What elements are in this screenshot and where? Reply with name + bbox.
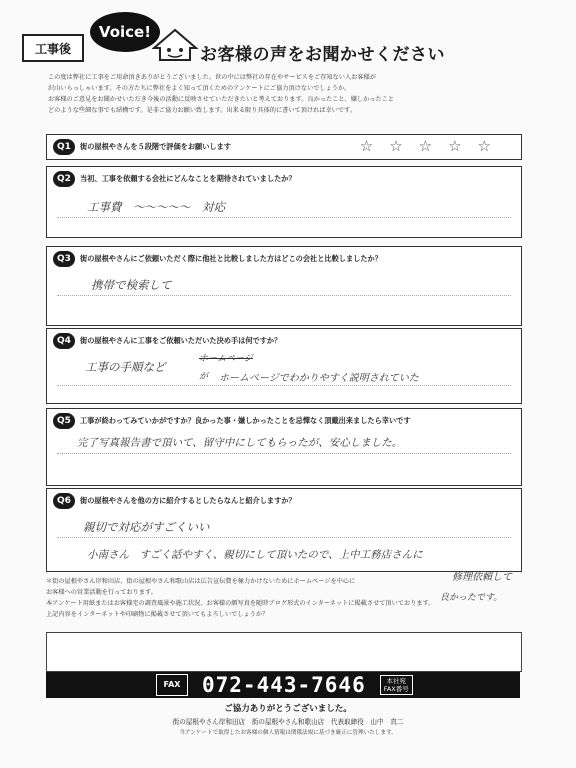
q3-text: 街の屋根やさんにご依頼いただく際に他社と比較しました方はどこの会社と比較しましたか？ — [80, 254, 382, 263]
answer-rule — [57, 453, 511, 454]
q4-answer: 工事の手順など — [85, 360, 166, 374]
q5-text: 工事が終わってみていかがですか？良かった事・嫌しかったことを忌憚なく頂戴出来ましたら幸いです — [80, 416, 411, 425]
q4-badge: Q4 — [53, 333, 75, 349]
privacy-text: 当アンケートで取得したお客様の個人情報は関係法規に基づき厳正に管理いたします。 — [179, 730, 397, 736]
blank-answer-box[interactable] — [46, 632, 522, 672]
question-q6 — [46, 488, 522, 572]
note-line: 本アンケート用紙またはお客様宅の調査風景や施工状況、お客様の顔写真を随時ブログ形式のインターネットに掲載させて頂いております。 — [46, 600, 435, 607]
answer-rule — [57, 295, 511, 296]
note-line: ＊街の屋根やさん岸和田店、街の屋根やさん和歌山店は広告宣伝費を極力かけないためにホームページを中心に — [46, 578, 356, 585]
question-q3 — [46, 246, 522, 326]
after-construction-badge: 工事後 — [22, 34, 84, 62]
q2-badge: Q2 — [53, 171, 75, 187]
page-title: お客様の声をお聞かせください — [200, 45, 445, 65]
q2-text: 当初、工事を依頼する会社にどんなことを期待されていましたか？ — [80, 174, 296, 183]
question-q5 — [46, 408, 522, 486]
q5-badge: Q5 — [53, 413, 75, 429]
house-icon — [152, 28, 198, 62]
q4-answer-2: ホームページでわかりやすく説明されていた — [219, 373, 419, 384]
intro-text — [48, 72, 538, 116]
fax-bar — [46, 672, 520, 698]
fax-number: 072-443-7646 — [202, 673, 366, 697]
note-line: お客様への営業活動を行っております。 — [46, 589, 157, 596]
q3-badge: Q3 — [53, 251, 75, 267]
q5-answer: 完了写真報告書で頂いて、留守中にしてもらったが、安心しました。 — [77, 437, 403, 449]
note-line: 上記内容をインターネットや印刷物に掲載させて頂いてもよろしいでしょうか？ — [46, 611, 269, 618]
voice-bubble: Voice! — [90, 12, 160, 52]
thanks-text: ご協力ありがとうございました。 — [224, 704, 352, 714]
intro-line: 沢山いらっしゃいます。その方たちに弊社をよく知って頂くためのアンケートにご協力頂けないでしょうか。 — [48, 85, 351, 92]
company-text: 街の屋根やさん岸和田店 街の屋根やさん和歌山店 代表取締役 山中 真二 — [172, 718, 404, 726]
q6-answer-3: 修理依頼して — [452, 572, 512, 583]
q1-badge: Q1 — [53, 139, 75, 155]
question-q2 — [46, 166, 522, 238]
fax-note: 本社宛 FAX番号 — [380, 675, 413, 695]
q6-answer: 親切で対応がすごくいい — [83, 520, 210, 534]
fax-icon: FAX — [156, 674, 188, 696]
q4-struck-text: ホームページ — [199, 354, 253, 364]
answer-rule — [57, 385, 511, 386]
intro-line: お客様のご意見をお聞かせいただき今後の活動に反映させていただきたいと考えております。良かったこと、嫌しかったこと — [48, 96, 395, 103]
q4-text: 街の屋根やさんに工事をご依頼いただいた決め手は何ですか？ — [80, 336, 282, 345]
question-q1 — [46, 134, 522, 160]
rating-stars[interactable]: ☆☆☆☆☆ — [359, 137, 507, 155]
q6-badge: Q6 — [53, 493, 75, 509]
answer-rule — [57, 217, 511, 218]
intro-line: この度は弊社に工事をご用命頂きありがとうございました。世の中には弊社の存在やサービスをご存知ない人お客様が — [48, 74, 376, 81]
q3-answer: 携帯で検索して — [91, 278, 172, 292]
intro-line: どのような些細な事でも結構です。是非ご協力お願い致します。出来る限り具体的に書いて頂ければ幸いです。 — [48, 107, 356, 114]
q6-answer-2: 小南さん すごく話やすく、親切にして頂いたので、上中工務店さんに — [87, 549, 423, 561]
answer-rule — [57, 537, 511, 538]
q2-answer: 工事費 〜〜〜〜〜 対応 — [87, 200, 225, 214]
q4-insert: が — [199, 372, 209, 382]
q6-text: 街の屋根やさんを他の方に紹介するとしたらなんと紹介しますか？ — [80, 496, 296, 505]
question-q4 — [46, 328, 522, 404]
q6-answer-4: 良かったです。 — [440, 593, 503, 603]
q1-text: 街の屋根やさんを５段階で評価をお願いします — [80, 142, 231, 151]
